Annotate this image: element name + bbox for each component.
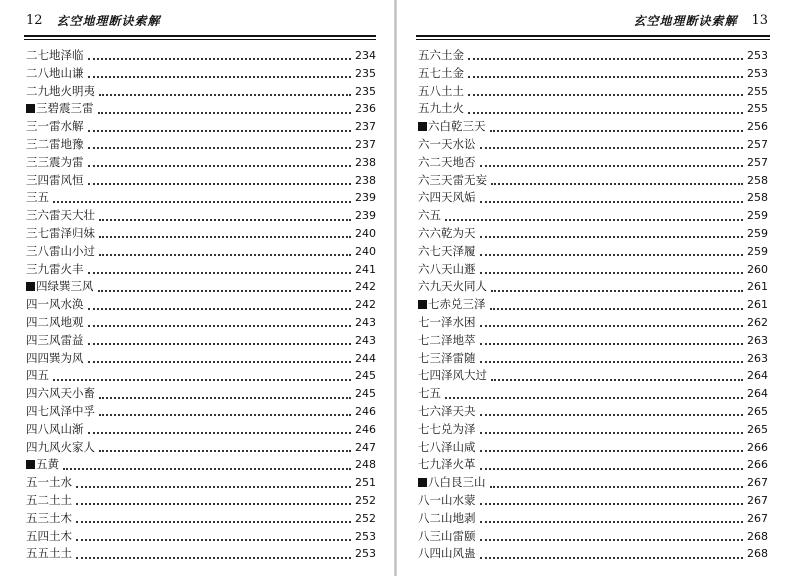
toc-entry-page-number: 248: [355, 458, 376, 472]
left-header-rule: [24, 35, 376, 37]
toc-entry: [418, 492, 768, 510]
toc-entry-title: 六白乾三天: [418, 118, 486, 136]
right-page-header: [418, 10, 768, 30]
toc-entry-title: 二八地山谦: [26, 65, 84, 80]
dot-leader: [76, 538, 351, 541]
right-header-rule: [416, 35, 770, 37]
toc-entry-title: 七六泽天夬: [418, 403, 476, 418]
toc-entry: [26, 492, 376, 510]
toc-entry: [418, 528, 768, 546]
toc-entry-page-number: 245: [355, 369, 376, 383]
right-page: [396, 0, 793, 576]
toc-entry-title: 二七地泽临: [26, 48, 84, 62]
toc-entry: [26, 421, 376, 439]
toc-entry-page-number: 256: [747, 120, 768, 134]
dot-leader: [480, 431, 744, 434]
right-running-title: 玄空地理断诀索解: [633, 13, 738, 28]
toc-entry-title: 八一山水蒙: [418, 492, 476, 507]
toc-entry-title: 四八风山渐: [26, 421, 84, 436]
toc-entry: [418, 189, 768, 207]
dot-leader: [480, 253, 744, 256]
toc-entry-page-number: 267: [747, 493, 768, 507]
toc-entry: [418, 261, 768, 279]
toc-entry-title: 六二天地否: [418, 154, 476, 169]
toc-entry-title: 八白艮三山: [418, 474, 486, 492]
dot-leader: [480, 235, 744, 238]
toc-entry-title: 五六土金: [418, 48, 464, 62]
dot-leader: [99, 449, 351, 452]
toc-entry-title: 八二山地剥: [418, 510, 476, 525]
toc-entry-page-number: 246: [355, 422, 376, 436]
dot-leader: [53, 200, 351, 203]
dot-leader: [99, 253, 351, 256]
toc-entry-title: 六五: [418, 208, 441, 223]
toc-entry-page-number: 261: [747, 280, 768, 294]
toc-entry: [26, 207, 376, 225]
toc-entry-page-number: 264: [747, 387, 768, 401]
toc-entry: [26, 136, 376, 154]
dot-leader: [88, 342, 352, 345]
dot-leader: [99, 396, 351, 399]
toc-entry: [26, 510, 376, 528]
toc-entry-title: 六四天风姤: [418, 190, 476, 205]
toc-entry-page-number: 261: [747, 298, 768, 312]
toc-entry-page-number: 252: [355, 511, 376, 525]
toc-entry-page-number: 259: [747, 209, 768, 223]
toc-entry: [26, 47, 376, 65]
toc-entry-title: 六七天泽履: [418, 243, 476, 258]
dot-leader: [480, 449, 744, 452]
toc-entry-page-number: 253: [355, 547, 376, 561]
toc-entry-title: 七九泽火革: [418, 457, 476, 472]
left-page-header: [26, 10, 376, 30]
toc-entry-page-number: 246: [355, 404, 376, 418]
toc-entry-page-number: 267: [747, 511, 768, 525]
toc-entry: [418, 350, 768, 368]
dot-leader: [88, 129, 352, 132]
toc-entry-title: 五七土金: [418, 65, 464, 80]
dot-leader: [491, 289, 743, 292]
toc-entry: [418, 456, 768, 474]
dot-leader: [480, 146, 744, 149]
toc-entry: [418, 367, 768, 385]
dot-leader: [88, 360, 352, 363]
toc-entry-page-number: 265: [747, 404, 768, 418]
dot-leader: [63, 467, 351, 470]
dot-leader: [480, 200, 744, 203]
toc-entry: [418, 100, 768, 118]
toc-entry-page-number: 243: [355, 333, 376, 347]
dot-leader: [88, 324, 352, 327]
toc-entry-page-number: 260: [747, 262, 768, 276]
toc-section-entry: [418, 296, 768, 314]
toc-section-entry: [26, 456, 376, 474]
dot-leader: [480, 271, 744, 274]
toc-entry-title: 五四土木: [26, 528, 72, 543]
dot-leader: [88, 146, 352, 149]
toc-entry: [418, 439, 768, 457]
toc-entry: [26, 172, 376, 190]
toc-entry-title: 六九天火同人: [418, 279, 487, 294]
toc-entry-title: 六八天山遯: [418, 261, 476, 276]
left-toc-list: [26, 47, 376, 563]
toc-entry: [26, 314, 376, 332]
toc-entry: [26, 154, 376, 172]
dot-leader: [76, 556, 351, 559]
toc-entry-title: 二九地火明夷: [26, 83, 95, 98]
toc-entry: [26, 439, 376, 457]
dot-leader: [88, 182, 352, 185]
toc-section-entry: [26, 278, 376, 296]
toc-entry-page-number: 244: [355, 351, 376, 365]
toc-entry-page-number: 240: [355, 226, 376, 240]
toc-section-entry: [418, 118, 768, 136]
toc-entry-page-number: 262: [747, 315, 768, 329]
toc-entry: [418, 385, 768, 403]
right-page-number: 13: [751, 12, 768, 28]
toc-entry-title: 五黄: [26, 456, 59, 474]
toc-entry: [418, 172, 768, 190]
toc-entry: [418, 225, 768, 243]
toc-entry-title: 四三风雷益: [26, 332, 84, 347]
toc-entry: [418, 510, 768, 528]
toc-entry-title: 八三山雷颐: [418, 528, 476, 543]
toc-entry-page-number: 266: [747, 458, 768, 472]
toc-entry: [26, 474, 376, 492]
dot-leader: [99, 218, 351, 221]
toc-entry: [26, 403, 376, 421]
toc-entry-title: 五一土水: [26, 475, 72, 490]
toc-entry: [26, 83, 376, 101]
toc-entry-title: 三八雷山小过: [26, 243, 95, 258]
toc-entry-page-number: 255: [747, 84, 768, 98]
toc-entry-page-number: 257: [747, 137, 768, 151]
dot-leader: [490, 307, 744, 310]
toc-entry: [418, 545, 768, 563]
dot-leader: [480, 467, 744, 470]
dot-leader: [88, 75, 352, 78]
toc-entry-page-number: 268: [747, 547, 768, 561]
dot-leader: [445, 396, 743, 399]
toc-entry-page-number: 241: [355, 262, 376, 276]
toc-entry: [26, 385, 376, 403]
toc-entry-title: 四六风天小畜: [26, 386, 95, 401]
toc-entry-title: 六三天雷无妄: [418, 172, 487, 187]
toc-entry: [418, 243, 768, 261]
dot-leader: [99, 93, 351, 96]
toc-entry-title: 四七风泽中孚: [26, 403, 95, 418]
toc-entry-title: 五五土土: [26, 546, 72, 561]
toc-entry-title: 四四巽为风: [26, 350, 84, 365]
dot-leader: [88, 431, 352, 434]
toc-entry-title: 七八泽山咸: [418, 439, 476, 454]
toc-entry: [418, 207, 768, 225]
toc-entry-page-number: 257: [747, 155, 768, 169]
left-page-number: 12: [26, 12, 43, 28]
toc-entry-page-number: 258: [747, 191, 768, 205]
toc-entry: [26, 350, 376, 368]
dot-leader: [480, 556, 744, 559]
toc-entry-title: 七四泽风大过: [418, 368, 487, 383]
dot-leader: [491, 378, 743, 381]
toc-entry-title: 三六雷天大壮: [26, 208, 95, 223]
toc-entry-title: 三三震为雷: [26, 154, 84, 169]
toc-entry-page-number: 268: [747, 529, 768, 543]
dot-leader: [53, 378, 351, 381]
toc-entry-page-number: 267: [747, 476, 768, 490]
dot-leader: [490, 485, 744, 488]
toc-entry: [26, 261, 376, 279]
left-page: [0, 0, 396, 576]
toc-entry: [26, 225, 376, 243]
toc-entry-page-number: 264: [747, 369, 768, 383]
toc-entry: [418, 332, 768, 350]
dot-leader: [480, 502, 744, 505]
toc-entry-page-number: 263: [747, 333, 768, 347]
dot-leader: [445, 218, 743, 221]
toc-entry: [26, 296, 376, 314]
toc-entry: [26, 367, 376, 385]
toc-entry-page-number: 243: [355, 315, 376, 329]
toc-entry-title: 六一天水讼: [418, 136, 476, 151]
toc-entry: [418, 154, 768, 172]
toc-entry-page-number: 234: [355, 49, 376, 62]
toc-entry: [26, 332, 376, 350]
toc-entry-page-number: 258: [747, 173, 768, 187]
toc-entry-page-number: 242: [355, 280, 376, 294]
toc-entry: [26, 189, 376, 207]
toc-entry-title: 七三泽雷随: [418, 350, 476, 365]
toc-entry: [418, 136, 768, 154]
toc-entry-title: 三二雷地豫: [26, 136, 84, 151]
toc-entry: [418, 47, 768, 65]
toc-entry: [418, 403, 768, 421]
dot-leader: [480, 538, 744, 541]
dot-leader: [88, 164, 352, 167]
dot-leader: [76, 520, 351, 523]
toc-entry-page-number: 251: [355, 476, 376, 490]
toc-entry-title: 五二土土: [26, 492, 72, 507]
toc-entry-title: 三五: [26, 190, 49, 205]
toc-entry-title: 七二泽地萃: [418, 332, 476, 347]
toc-entry-page-number: 239: [355, 209, 376, 223]
toc-entry-page-number: 253: [355, 529, 376, 543]
left-running-title: 玄空地理断诀索解: [56, 13, 161, 28]
dot-leader: [480, 413, 744, 416]
toc-entry-title: 五八土土: [418, 83, 464, 98]
toc-entry: [26, 65, 376, 83]
toc-entry-page-number: 242: [355, 298, 376, 312]
toc-entry-page-number: 259: [747, 244, 768, 258]
toc-entry-page-number: 263: [747, 351, 768, 365]
toc-entry: [26, 118, 376, 136]
dot-leader: [468, 75, 743, 78]
toc-entry-title: 七一泽水困: [418, 314, 476, 329]
toc-entry-page-number: 266: [747, 440, 768, 454]
dot-leader: [480, 342, 744, 345]
toc-entry-title: 三碧震三雷: [26, 100, 94, 118]
toc-entry-title: 六六乾为天: [418, 225, 476, 240]
toc-entry-page-number: 238: [355, 155, 376, 169]
dot-leader: [480, 360, 744, 363]
toc-entry-page-number: 245: [355, 387, 376, 401]
dot-leader: [468, 57, 743, 60]
toc-entry-page-number: 236: [355, 102, 376, 116]
toc-entry-title: 七七兑为泽: [418, 421, 476, 436]
toc-entry-title: 四二风地观: [26, 314, 84, 329]
dot-leader: [98, 111, 352, 114]
toc-entry-page-number: 237: [355, 137, 376, 151]
toc-entry-title: 七五: [418, 386, 441, 401]
dot-leader: [99, 413, 351, 416]
toc-entry: [26, 528, 376, 546]
toc-entry-page-number: 237: [355, 120, 376, 134]
dot-leader: [76, 485, 351, 488]
toc-entry-page-number: 252: [355, 493, 376, 507]
dot-leader: [480, 324, 744, 327]
toc-entry: [418, 83, 768, 101]
toc-entry-page-number: 253: [747, 49, 768, 62]
toc-entry-page-number: 238: [355, 173, 376, 187]
dot-leader: [99, 235, 351, 238]
toc-entry: [26, 243, 376, 261]
toc-entry-page-number: 247: [355, 440, 376, 454]
toc-entry: [418, 278, 768, 296]
dot-leader: [88, 307, 352, 310]
toc-entry-title: 四九风火家人: [26, 439, 95, 454]
dot-leader: [480, 164, 744, 167]
toc-entry-page-number: 259: [747, 226, 768, 240]
dot-leader: [490, 129, 744, 132]
toc-entry-title: 三九雷火丰: [26, 261, 84, 276]
toc-entry-title: 三四雷风恒: [26, 172, 84, 187]
dot-leader: [468, 111, 743, 114]
toc-entry-title: 七赤兑三泽: [418, 296, 486, 314]
toc-entry: [418, 314, 768, 332]
toc-entry-page-number: 235: [355, 84, 376, 98]
dot-leader: [88, 57, 352, 60]
dot-leader: [88, 271, 352, 274]
toc-entry-title: 五九土火: [418, 101, 464, 116]
toc-entry-page-number: 255: [747, 102, 768, 116]
toc-entry: [418, 65, 768, 83]
dot-leader: [480, 520, 744, 523]
toc-entry-title: 四绿巽三风: [26, 278, 94, 296]
dot-leader: [468, 93, 743, 96]
toc-entry: [418, 421, 768, 439]
toc-entry-title: 五三土木: [26, 510, 72, 525]
toc-entry-title: 四一风水涣: [26, 297, 84, 312]
dot-leader: [491, 182, 743, 185]
toc-entry-page-number: 265: [747, 422, 768, 436]
toc-entry-title: 三七雷泽归妹: [26, 225, 95, 240]
toc-entry-title: 四五: [26, 368, 49, 383]
dot-leader: [76, 502, 351, 505]
right-toc-list: [418, 47, 768, 563]
dot-leader: [98, 289, 352, 292]
toc-entry-page-number: 240: [355, 244, 376, 258]
toc-entry-page-number: 235: [355, 66, 376, 80]
toc-section-entry: [26, 100, 376, 118]
toc-entry-page-number: 253: [747, 66, 768, 80]
toc-section-entry: [418, 474, 768, 492]
toc-entry-page-number: 239: [355, 191, 376, 205]
toc-entry-title: 三一雷水解: [26, 119, 84, 134]
toc-entry: [26, 545, 376, 563]
toc-entry-title: 八四山风蛊: [418, 546, 476, 561]
